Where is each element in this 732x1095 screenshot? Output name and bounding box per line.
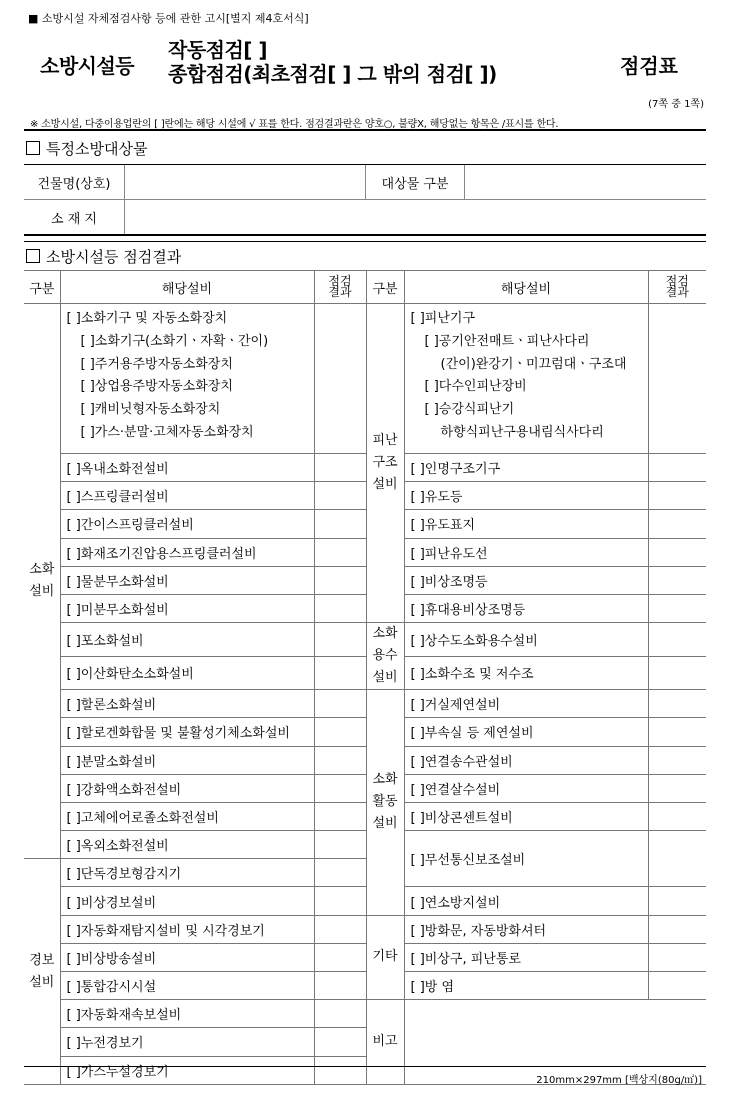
page-number: (7쪽 중 1쪽) xyxy=(648,99,704,110)
target-type-field[interactable] xyxy=(465,165,707,200)
table-row xyxy=(24,972,706,1000)
inspection-result-table xyxy=(24,270,706,1085)
result-cell[interactable] xyxy=(314,1056,366,1084)
table-row xyxy=(24,690,706,718)
equipment-item[interactable]: [ ]인명구조기구 xyxy=(404,454,648,482)
equipment-item[interactable]: [ ]비상콘센트설비 xyxy=(404,802,648,830)
table-row xyxy=(24,656,706,690)
equipment-item[interactable]: [ ]휴대용비상조명등 xyxy=(404,594,648,622)
equipment-item[interactable]: [ ]피난유도선 xyxy=(404,538,648,566)
equipment-sub-item: [ ]소화기구(소화기ㆍ자확ㆍ간이) xyxy=(80,333,269,349)
equipment-item[interactable]: [ ]소화수조 및 저수조 xyxy=(404,656,648,690)
address-label: 소 재 지 xyxy=(24,200,125,235)
equipment-item[interactable]: [ ]할론소화설비 xyxy=(60,690,314,718)
equipment-item[interactable]: [ ]강화액소화전설비 xyxy=(60,774,314,802)
section-target-title: 특정소방대상물 xyxy=(26,138,147,159)
result-cell[interactable] xyxy=(314,690,366,718)
equipment-item[interactable]: [ ]부속실 등 제연설비 xyxy=(404,718,648,746)
section-result-title: 소방시설등 점검결과 xyxy=(26,246,181,267)
result-cell[interactable] xyxy=(314,510,366,538)
table-row xyxy=(24,831,706,859)
result-cell[interactable] xyxy=(314,718,366,746)
result-cell[interactable] xyxy=(648,482,706,510)
result-cell[interactable] xyxy=(648,774,706,802)
result-cell[interactable] xyxy=(314,887,366,915)
result-cell[interactable] xyxy=(314,566,366,594)
category-water-supply: 소화 용수 설비 xyxy=(366,623,404,690)
equipment-item[interactable]: [ ]단독경보형감지기 xyxy=(60,859,314,887)
equipment-sub-item: [ ]캐비닛형자동소화장치 xyxy=(80,402,221,418)
equipment-sub-item: [ ]다수인피난장비 xyxy=(424,379,527,395)
equipment-item[interactable]: [ ]분말소화설비 xyxy=(60,746,314,774)
title-comprehensive-check: 종합점검(최초점검[ ] 그 밖의 점검[ ]) xyxy=(168,62,497,86)
result-cell[interactable] xyxy=(314,972,366,1000)
table-row xyxy=(24,454,706,482)
equipment-sub-item: [ ]가스·분말·고체자동소화장치 xyxy=(80,424,254,440)
col-equipment: 해당설비 xyxy=(404,271,648,304)
category-remarks: 비고 xyxy=(366,1000,404,1085)
result-cell[interactable] xyxy=(648,454,706,482)
equipment-sub-item: [ ]공기안전매트ㆍ피난사다리 xyxy=(424,333,590,349)
equipment-item[interactable]: [ ]자동화재탐지설비 및 시각경보기 xyxy=(60,915,314,943)
building-name-field[interactable] xyxy=(125,165,366,200)
form-reference-note: ■ 소방시설 자체점검사항 등에 관한 고시[별지 제4호서식] xyxy=(28,12,309,25)
equipment-item[interactable]: [ ]스프링클러설비 xyxy=(60,482,314,510)
equipment-sub-item: [ ]주거용주방자동소화장치 xyxy=(80,356,233,372)
equipment-item[interactable]: [ ]방화문, 자동방화셔터 xyxy=(404,915,648,943)
equipment-item[interactable]: [ ]자동화재속보설비 xyxy=(60,1000,314,1028)
equipment-item[interactable]: [ ]가스누설경보기 xyxy=(60,1056,314,1084)
equipment-item[interactable]: [ ]미분무소화설비 xyxy=(60,594,314,622)
address-field[interactable] xyxy=(125,200,707,235)
result-cell[interactable] xyxy=(314,831,366,859)
table-row xyxy=(24,915,706,943)
equipment-group-head: [ ]피난기구 xyxy=(410,311,476,326)
equipment-item[interactable]: [ ]이산화탄소소화설비 xyxy=(60,656,314,690)
result-cell[interactable] xyxy=(648,718,706,746)
equipment-sub-item: (간이)완강기ㆍ미끄럼대ㆍ구조대 xyxy=(440,356,627,372)
equipment-item[interactable]: [ ]화재조기진압용스프링클러설비 xyxy=(60,538,314,566)
table-row xyxy=(24,718,706,746)
table-row xyxy=(24,594,706,622)
result-cell[interactable] xyxy=(648,972,706,1000)
result-cell[interactable] xyxy=(314,454,366,482)
equipment-item[interactable]: [ ]포소화설비 xyxy=(60,623,314,657)
col-category: 구분 xyxy=(366,271,404,304)
divider xyxy=(24,234,706,236)
category-evacuation: 피난 구조 설비 xyxy=(366,304,404,623)
result-cell[interactable] xyxy=(314,1028,366,1056)
instruction-note: ※ 소방시설, 다중이용업란의 [ ]란에는 해당 시설에 √ 표를 한다. 점검결과란은 양호○, 불량X, 해당없는 항목은 /표시를 한다. xyxy=(30,119,559,130)
equipment-item[interactable]: [ ]유도등 xyxy=(404,482,648,510)
equipment-item[interactable]: [ ]연소방지설비 xyxy=(404,887,648,915)
divider xyxy=(24,129,706,131)
result-cell[interactable] xyxy=(314,538,366,566)
result-cell[interactable] xyxy=(648,510,706,538)
equipment-item[interactable]: [ ]통합감시시설 xyxy=(60,972,314,1000)
table-row xyxy=(24,887,706,915)
equipment-item[interactable]: [ ]비상조명등 xyxy=(404,566,648,594)
equipment-item[interactable]: [ ]유도표지 xyxy=(404,510,648,538)
col-result: 점검 결과 xyxy=(314,271,366,304)
equipment-item[interactable]: [ ]거실제연설비 xyxy=(404,690,648,718)
equipment-group-head: [ ]소화기구 및 자동소화장치 xyxy=(66,311,228,326)
equipment-item[interactable]: [ ]물분무소화설비 xyxy=(60,566,314,594)
equipment-item[interactable]: [ ]할로겐화합물 및 불활성기체소화설비 xyxy=(60,718,314,746)
divider xyxy=(24,1066,706,1067)
equipment-item[interactable]: [ ]상수도소화용수설비 xyxy=(404,623,648,657)
result-cell[interactable] xyxy=(314,623,366,657)
result-cell[interactable] xyxy=(648,690,706,718)
result-cell[interactable] xyxy=(314,859,366,887)
equipment-item[interactable]: [ ]비상경보설비 xyxy=(60,887,314,915)
result-cell[interactable] xyxy=(314,656,366,690)
checkbox-square-icon xyxy=(26,249,40,263)
result-cell[interactable] xyxy=(648,915,706,943)
checkbox-square-icon xyxy=(26,141,40,155)
equipment-item[interactable]: [ ]고체에어로졸소화전설비 xyxy=(60,802,314,830)
result-cell[interactable] xyxy=(314,1000,366,1028)
table-row xyxy=(24,623,706,657)
paper-spec: 210mm×297mm [백상지(80g/㎡)] xyxy=(536,1075,702,1086)
table-row xyxy=(24,304,706,454)
category-fire-extinguishing: 소화 설비 xyxy=(24,304,60,859)
table-row xyxy=(24,566,706,594)
result-cell[interactable] xyxy=(648,594,706,622)
category-fire-activity: 소화 활동 설비 xyxy=(366,690,404,916)
title-main: 소방시설등 xyxy=(40,54,135,78)
equipment-item[interactable]: [ ]연결송수관설비 xyxy=(404,746,648,774)
result-cell[interactable] xyxy=(648,887,706,915)
col-equipment: 해당설비 xyxy=(60,271,314,304)
result-cell[interactable] xyxy=(648,746,706,774)
equipment-group[interactable] xyxy=(404,304,648,454)
divider xyxy=(24,241,706,242)
result-cell[interactable] xyxy=(314,915,366,943)
table-row xyxy=(24,510,706,538)
equipment-item[interactable]: [ ]옥외소화전설비 xyxy=(60,831,314,859)
equipment-sub-item: [ ]상업용주방자동소화장치 xyxy=(80,379,233,395)
equipment-sub-item: [ ]승강식피난기 xyxy=(424,402,515,418)
result-cell[interactable] xyxy=(648,623,706,657)
table-row xyxy=(24,746,706,774)
equipment-item[interactable]: [ ]무선통신보조설비 xyxy=(404,831,648,887)
result-cell[interactable] xyxy=(648,656,706,690)
category-other: 기타 xyxy=(366,915,404,1000)
col-category: 구분 xyxy=(24,271,60,304)
equipment-item[interactable]: [ ]옥내소화전설비 xyxy=(60,454,314,482)
equipment-item[interactable]: [ ]간이스프링클러설비 xyxy=(60,510,314,538)
result-cell[interactable] xyxy=(648,566,706,594)
result-cell[interactable] xyxy=(648,538,706,566)
table-row xyxy=(24,482,706,510)
result-cell[interactable] xyxy=(314,594,366,622)
result-cell[interactable] xyxy=(648,802,706,830)
equipment-item[interactable]: [ ]연결살수설비 xyxy=(404,774,648,802)
result-cell[interactable] xyxy=(314,304,366,454)
equipment-item[interactable]: [ ]누전경보기 xyxy=(60,1028,314,1056)
result-cell[interactable] xyxy=(314,774,366,802)
equipment-item[interactable]: [ ]비상방송설비 xyxy=(60,943,314,971)
equipment-sub-item: 하향식피난구용내림식사다리 xyxy=(440,424,604,440)
table-row xyxy=(24,774,706,802)
result-cell[interactable] xyxy=(314,802,366,830)
equipment-item[interactable]: [ ]방 염 xyxy=(404,972,648,1000)
equipment-group[interactable] xyxy=(60,304,314,454)
result-cell[interactable] xyxy=(648,831,706,887)
category-alarm: 경보 설비 xyxy=(24,859,60,1085)
target-info-table xyxy=(24,165,706,235)
result-cell[interactable] xyxy=(314,746,366,774)
result-cell[interactable] xyxy=(648,943,706,971)
equipment-item[interactable]: [ ]비상구, 피난통로 xyxy=(404,943,648,971)
target-type-label: 대상물 구분 xyxy=(366,165,465,200)
result-cell[interactable] xyxy=(648,304,706,454)
result-cell[interactable] xyxy=(314,482,366,510)
table-row xyxy=(24,802,706,830)
col-result: 점검 결과 xyxy=(648,271,706,304)
table-row xyxy=(24,943,706,971)
result-cell[interactable] xyxy=(314,943,366,971)
title-suffix: 점검표 xyxy=(620,54,678,78)
title-operation-check: 작동점검[ ] xyxy=(168,38,268,62)
table-row xyxy=(24,538,706,566)
building-name-label: 건물명(상호) xyxy=(24,165,125,200)
table-row xyxy=(24,1000,706,1028)
